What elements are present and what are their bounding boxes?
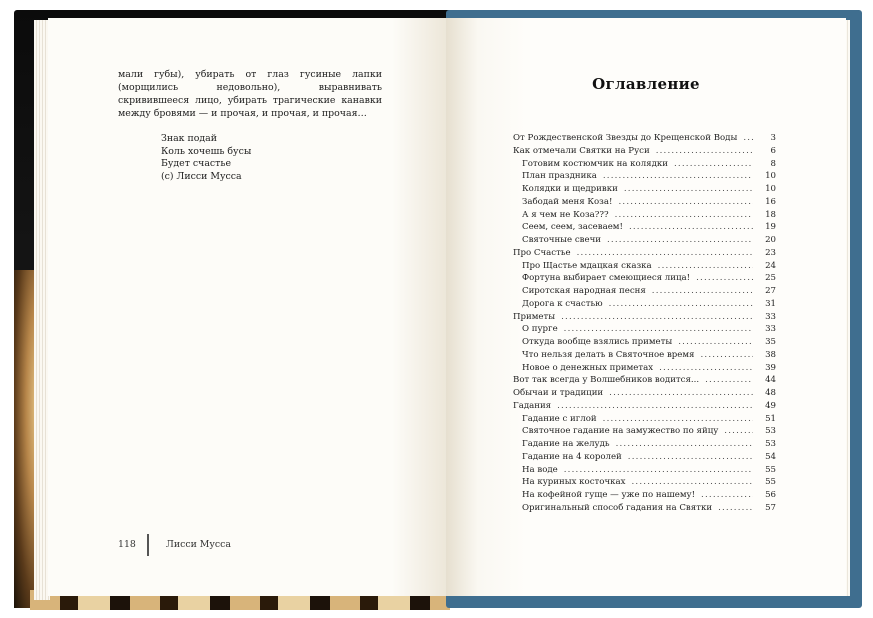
poem-line: Будет счастье [161,158,232,169]
toc-entry-title: Про Щастье мдацкая сказка [522,260,652,271]
toc-entry-page: 6 [770,145,776,156]
toc-entry-page: 25 [765,273,776,284]
toc-entry-title: А я чем не Коза??? [522,209,609,220]
table-of-contents [513,133,776,516]
toc-entry-page: 55 [765,464,776,475]
toc-entry-title: О пурге [522,324,558,335]
toc-entry[interactable] [513,261,776,274]
toc-leader-dots [629,222,753,232]
toc-entry[interactable] [513,426,776,439]
toc-entry-page: 27 [765,286,776,296]
toc-entry[interactable] [513,197,776,210]
toc-entry-title: Готовим костюмчик на колядки [522,158,668,169]
toc-entry[interactable] [513,222,776,235]
poem-line: (с) Лисси Мусса [161,170,242,182]
toc-leader-dots [557,401,753,411]
toc-entry[interactable] [513,363,776,376]
toc-entry[interactable] [513,312,776,325]
toc-entry-title: Гадание на желудь [522,439,610,449]
toc-entry-page: 8 [770,158,776,169]
toc-leader-dots [628,452,753,462]
toc-entry-page: 18 [765,209,776,220]
toc-entry[interactable] [513,324,776,337]
toc-entry[interactable] [513,388,776,401]
poem [161,133,251,183]
toc-entry[interactable] [513,184,776,197]
toc-leader-dots [577,248,753,258]
toc-leader-dots [705,375,753,385]
toc-entry[interactable] [513,286,776,299]
toc-entry[interactable] [513,171,776,184]
toc-entry-title: Святочное гадание на замужество по яйцу [522,426,719,437]
toc-leader-dots [616,439,753,449]
toc-leader-dots [696,273,753,283]
toc-entry-title: От Рождественской Звезды до Крещенской Воды [513,133,738,143]
toc-leader-dots [561,312,753,322]
toc-leader-dots [743,133,753,143]
toc-entry[interactable] [513,159,776,172]
toc-entry[interactable] [513,401,776,414]
toc-leader-dots [564,324,753,334]
toc-entry[interactable] [513,235,776,248]
toc-entry-title: Вот так всегда у Волшебников водится... [513,375,700,386]
toc-entry-title: Новое о денежных приметах [522,362,654,373]
toc-entry-page: 23 [765,247,776,258]
toc-leader-dots [718,503,753,513]
toc-entry-title: Святочные свечи [522,235,601,245]
toc-entry-page: 55 [765,477,776,488]
toc-leader-dots [603,414,753,424]
toc-entry-page: 33 [765,324,776,335]
toc-entry-title: Про Счастье [513,247,571,258]
toc-entry-title: Приметы [513,311,556,322]
toc-entry-page: 56 [765,490,776,500]
toc-entry-page: 51 [765,413,776,424]
toc-entry[interactable] [513,414,776,427]
toc-entry-page: 31 [765,298,776,309]
toc-entry-title: Что нельзя делать в Святочное время [522,349,695,360]
toc-leader-dots [674,159,753,169]
toc-entry-page: 33 [765,311,776,322]
toc-leader-dots [659,363,753,373]
running-footer-author: Лисси Мусса [166,539,232,550]
toc-entry[interactable] [513,490,776,503]
toc-leader-dots [656,146,753,156]
toc-leader-dots [724,426,753,436]
toc-entry-page: 38 [765,349,776,360]
toc-entry-page: 3 [770,133,776,143]
toc-leader-dots [609,299,753,309]
toc-entry-title: На куриных косточках [522,477,626,488]
toc-leader-dots [607,235,753,245]
toc-entry-title: Как отмечали Святки на Руси [513,145,650,156]
paragraph: мали губы), убирать от глаз гусиные лапки (морщились недовольно), выравнивать скривившееся лицо, убирать трагические канавки между бровями — и прочая, и прочая, и прочая… [118,69,382,119]
toc-entry[interactable] [513,375,776,388]
toc-entry-title: Сеем, сеем, засеваем! [522,222,623,233]
page-number: 118 [118,539,136,550]
toc-entry[interactable] [513,133,776,146]
toc-leader-dots [618,197,753,207]
toc-leader-dots [564,465,753,475]
toc-entry-page: 48 [765,388,776,398]
toc-entry[interactable] [513,248,776,261]
toc-entry-page: 19 [765,222,776,233]
toc-leader-dots [700,350,753,360]
toc-entry-page: 53 [765,426,776,437]
toc-entry-title: Гадания [513,400,552,411]
toc-title: Оглавление [592,75,700,93]
toc-entry-title: Забодай меня Коза! [522,196,613,207]
toc-entry[interactable] [513,477,776,490]
toc-entry-title: Откуда вообще взялись приметы [522,337,673,347]
toc-entry-title: Колядки и щедривки [522,184,618,194]
toc-entry[interactable] [513,503,776,516]
toc-entry-title: На кофейной гуще — уже по нашему! [522,490,696,500]
toc-leader-dots [658,261,753,271]
toc-entry[interactable] [513,273,776,286]
toc-leader-dots [609,388,753,398]
toc-leader-dots [615,210,753,220]
toc-entry-page: 44 [765,375,776,386]
toc-leader-dots [652,286,753,296]
toc-entry-page: 54 [765,451,776,462]
toc-entry-title: План праздника [522,171,597,182]
toc-entry-page: 10 [765,171,776,182]
toc-leader-dots [631,477,753,487]
footer-divider [147,534,149,556]
toc-entry-page: 16 [765,196,776,207]
toc-leader-dots [624,184,753,194]
toc-entry[interactable] [513,439,776,452]
toc-entry-page: 20 [765,235,776,245]
toc-entry-title: Оригинальный способ гадания на Святки [522,502,713,513]
toc-entry[interactable] [513,146,776,159]
toc-entry[interactable] [513,210,776,223]
toc-entry-title: На воде [522,464,558,475]
toc-entry-title: Фортуна выбирает смеющиеся лица! [522,273,691,284]
toc-leader-dots [701,490,753,500]
toc-leader-dots [678,337,753,347]
toc-entry[interactable] [513,350,776,363]
toc-entry[interactable] [513,452,776,465]
toc-entry-title: Дорога к счастью [522,298,603,309]
body-text [118,68,382,120]
toc-entry-page: 39 [765,362,776,373]
toc-entry-title: Гадание на 4 королей [522,451,622,462]
toc-entry[interactable] [513,465,776,478]
toc-entry-title: Сиротская народная песня [522,286,646,296]
toc-entry-page: 49 [765,400,776,411]
toc-entry-page: 10 [765,184,776,194]
poem-line: Знак подай [161,133,218,144]
toc-entry-title: Обычаи и традиции [513,388,604,398]
poem-line: Коль хочешь бусы [161,145,252,157]
toc-entry-page: 24 [765,260,776,271]
toc-entry-title: Гадание с иглой [522,413,597,424]
toc-leader-dots [603,171,753,181]
toc-entry-page: 35 [765,337,776,347]
toc-entry-page: 57 [765,502,776,513]
toc-entry[interactable] [513,299,776,312]
toc-entry-page: 53 [765,439,776,449]
toc-entry[interactable] [513,337,776,350]
